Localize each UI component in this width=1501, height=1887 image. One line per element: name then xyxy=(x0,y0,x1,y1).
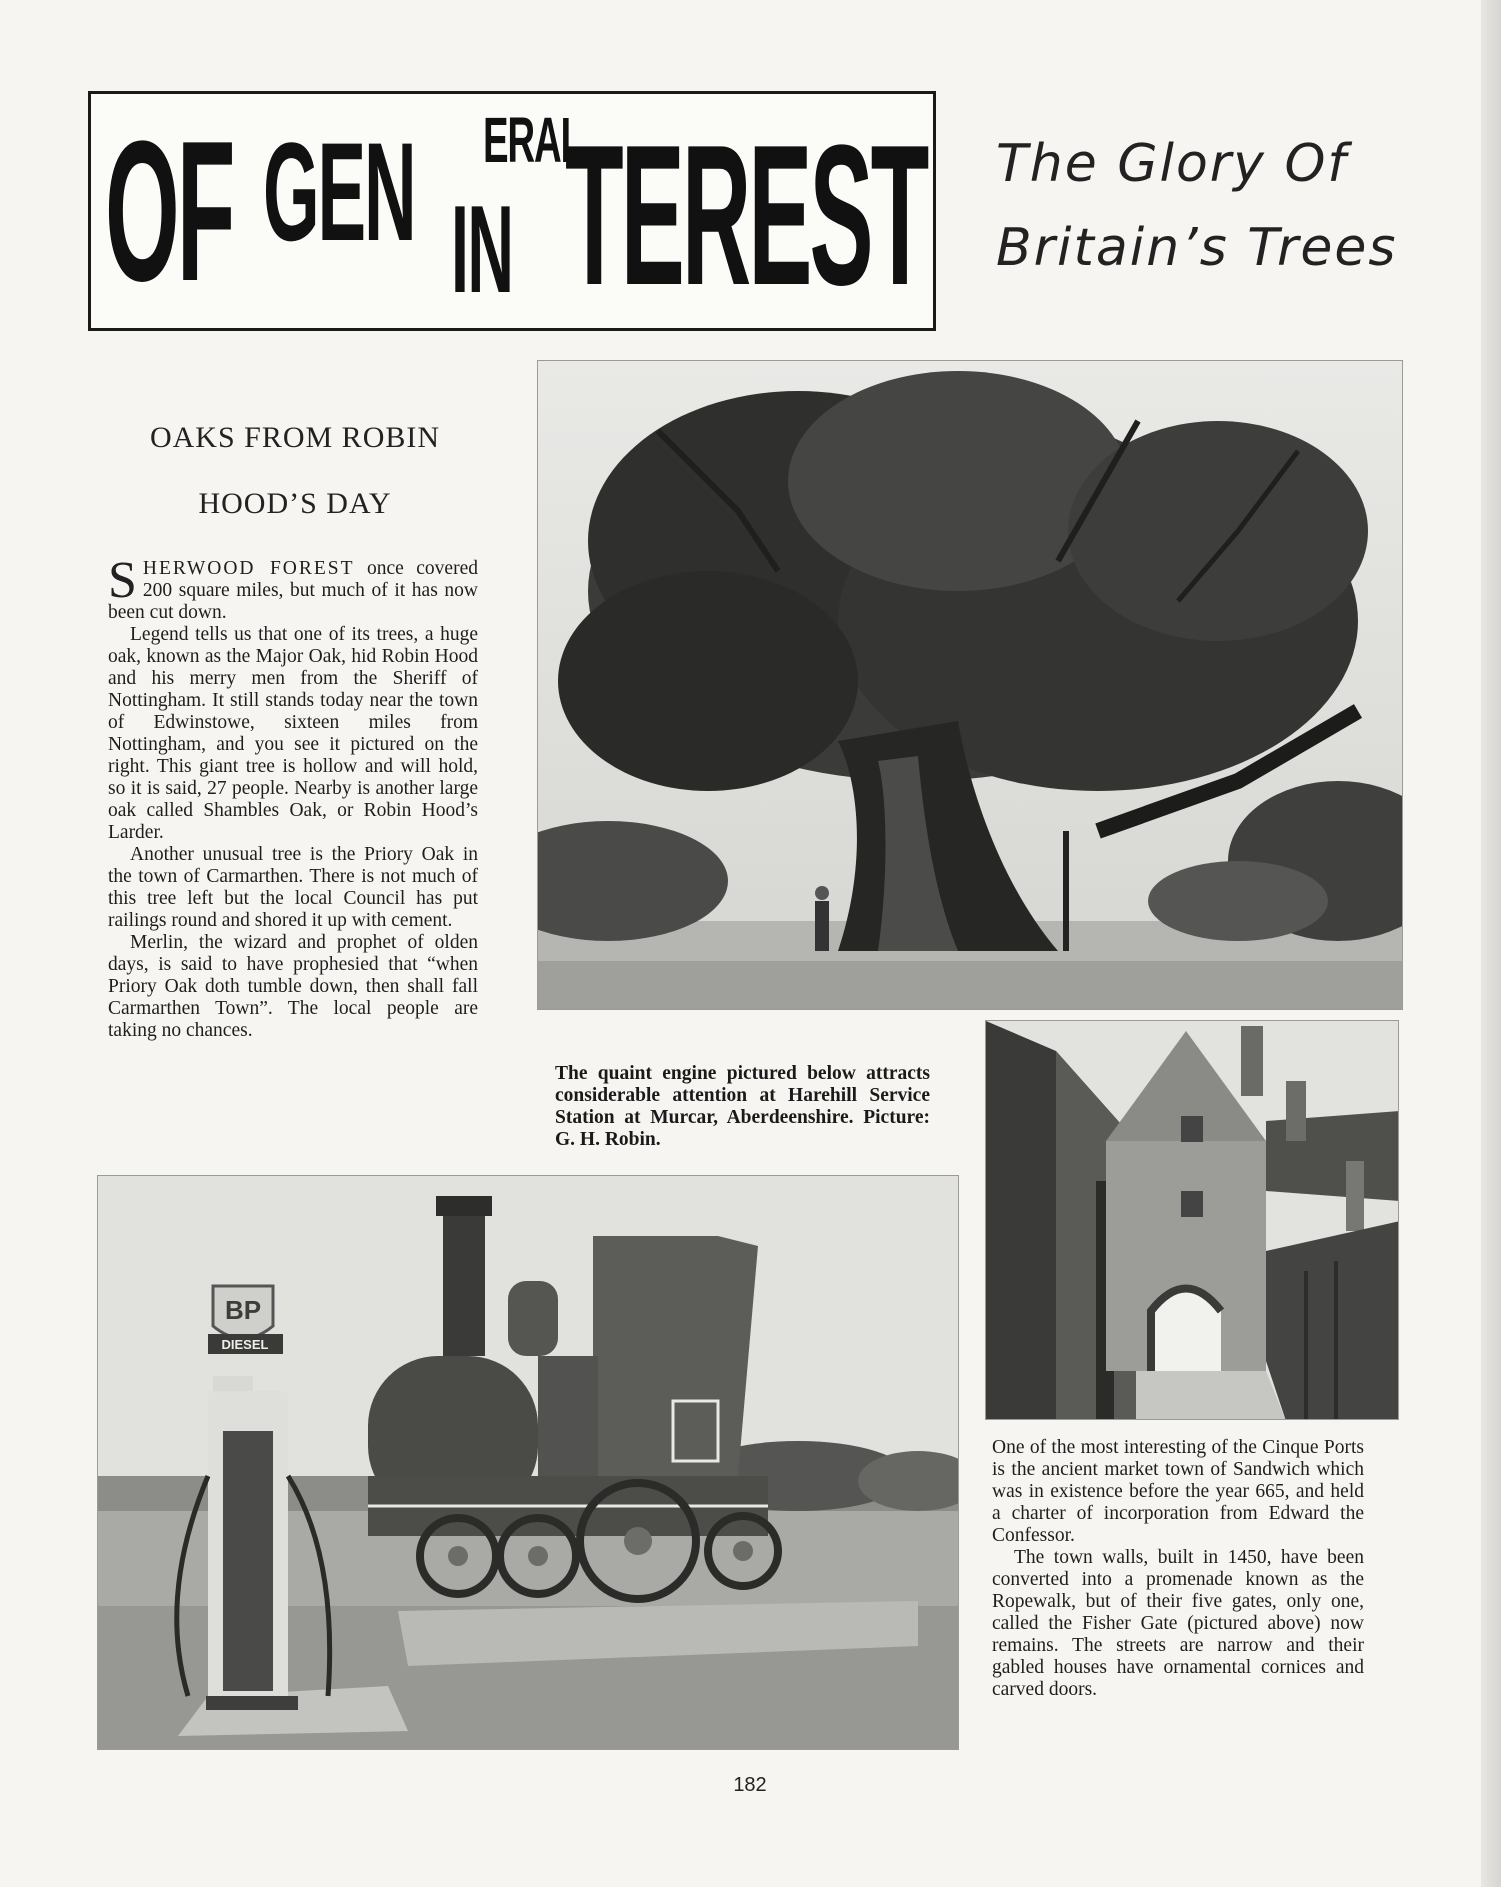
masthead-of: OF xyxy=(105,100,233,323)
feature-title-line1: The Glory Of xyxy=(996,134,1348,194)
masthead-ral: ERAL xyxy=(483,104,583,176)
engine-photo xyxy=(97,1175,959,1750)
gate-caption-paragraph-1: One of the most interesting of the Cinque Ports is the ancient market town of Sandwich which was in existence before the year 665, and held a charter of incorporation from Edward the Confessor. xyxy=(992,1437,1364,1546)
article-lead-text: once covered 200 square miles, but much of it has now been cut down. xyxy=(108,558,478,623)
major-oak-illustration xyxy=(538,361,1403,1010)
gate-caption-paragraph-2: The town walls, built in 1450, have been converted into a promenade known as the Ropewalk, but of their five gates, only one, called the Fisher Gate (pictured above) now remains. The streets are narrow and their gabled houses have ornamental cornices and carved doors. xyxy=(992,1547,1364,1700)
fisher-gate-photo xyxy=(985,1020,1399,1420)
feature-title-line2: Britain’s Trees xyxy=(996,218,1398,278)
masthead-gen: GEN xyxy=(263,113,415,270)
masthead-in: IN xyxy=(451,181,513,319)
article-lead-caps: HERWOOD FOREST xyxy=(142,558,355,579)
gate-caption xyxy=(992,1437,1364,1701)
article-paragraph-4: Merlin, the wizard and prophet of olden days, is said to have prophesied that “when Priory Oak doth tumble down, then shall fall Carmarthen Town”. The local people are taking no chances. xyxy=(108,932,478,1041)
masthead-terest: TEREST xyxy=(565,104,927,327)
article-heading xyxy=(100,405,490,537)
page-number: 182 xyxy=(733,1774,767,1796)
article-paragraph-3: Another unusual tree is the Priory Oak in the town of Carmarthen. There is not much of this tree left but the local Council has put railings round and shored it up with cement. xyxy=(108,844,478,931)
major-oak-photo xyxy=(537,360,1403,1010)
pump-sign-brand: BP xyxy=(224,1295,262,1325)
fisher-gate-illustration xyxy=(986,1021,1399,1420)
page-edge-shadow xyxy=(1481,0,1501,1887)
feature-title xyxy=(996,122,1416,290)
engine-caption: The quaint engine pictured below attracts considerable attention at Harehill Service Station at Murcar, Aberdeenshire. Picture: G. H. Robin. xyxy=(555,1063,930,1150)
pump-sign-fuel: DIESEL xyxy=(221,1337,269,1352)
section-masthead xyxy=(88,91,936,331)
drop-cap: S xyxy=(108,552,137,609)
article-heading-line1: OAKS FROM ROBIN xyxy=(149,421,441,454)
article-paragraph-1 xyxy=(108,552,478,624)
article-body xyxy=(108,552,478,1042)
article-paragraph-2: Legend tells us that one of its trees, a huge oak, known as the Major Oak, hid Robin Hood and his merry men from the Sheriff of Nottingham. It still stands today near the town of Edwinstowe, sixteen miles from Nottingham, and you see it pictured on the right. This giant tree is hollow and will hold, so it is said, 27 people. Nearby is another large oak called Shambles Oak, or Robin Hood’s Larder. xyxy=(108,624,478,843)
article-heading-line2: HOOD’S DAY xyxy=(198,487,392,520)
engine-illustration xyxy=(98,1176,959,1750)
